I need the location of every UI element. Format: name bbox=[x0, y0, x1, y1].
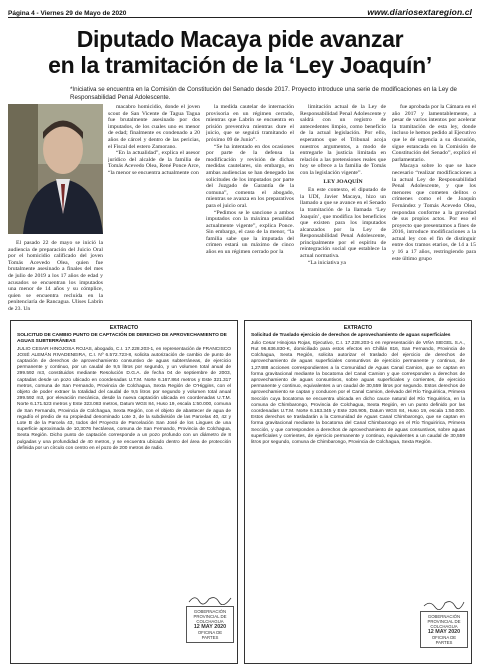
office-stamp bbox=[186, 606, 234, 643]
article-column-3 bbox=[206, 104, 294, 316]
paragraph: Macaya sobre lo que se hace necesario “realizar modificaciones a la actual Ley de Responsabilidad Penal Adolescente, y que los menores que cometen delitos o crímenes como el de Joaquín Fernández y Tomás Acevedo Olea, respondan conforme a la gravedad de sus propios actos. Por eso el proyecto que presentamos a fines de 2016, introduce modificaciones a la actual ley con el fin de distinguir entre dos tramos etarios, de 14 a 15 y 16 a 17 años, restringiendo para este último grupo bbox=[392, 163, 476, 262]
notice-body: JULIO CESAR HINOJOSA ROJAS, abogado, C.I. 17.228.203-1, en representación de FRANCISCO JOSÉ ALEMÁN RIVADENEIRA, C.I. Nº 6.572.723-8, solicita autorización de cambio de punto de captación de derechos de aprovechamiento consuntivo de aguas subterráneas, de ejercicio permanente y continuo, por un caudal de 9,5 litros por segundo, y un volumen total anual de 299.592 m3, constituidos mediante Resolución D.G.A. de fecha 04 de septiembre de 2003, captadas desde un pozo ubicado en coordenadas U.T.M. Norte 6.167.864 metros y Este 321.317 metros, comuna de San Fernando, Provincia de Colchagua, Sexta Región de O'Higgins, con el objeto de poder extraer la totalidad del caudal de 9,5 litros por segundo y volumen total anual 299.592 m3, por elevación mecánica, desde la nueva captación ubicada en coordenadas U.T.M. Norte 6.171.523 metros y Este 323.083 metros, Datum WGS 84, Huso 19, escala 1:50.000, comuna de San Fernando, Provincia de Colchagua, Sexta Región, con el objeto de abastecer de agua de regadío el predio de su propiedad denominado Lote 3, de la subdivisión de las Parcelas 40, 42 y Lote B de la Parcela 43, todos del Proyecto de Parcelación San José de los Lingues de una superficie aproximada de 10,3076 hectáreas, comuna de San Fernando, Provincia de Colchagua, Sexta Región. Dicho punto de captación corresponde a un pozo profundo con un diámetro de 8 pulgadas y una profundidad de 40 metros, y se encuentra ubicado dentro del área de protección definida por un círculo con centro en el pozo de 200 metros de radio. bbox=[17, 346, 231, 451]
stamp-dept: OFICINA DE PARTES bbox=[197, 629, 223, 641]
article-column-1 bbox=[8, 240, 103, 320]
paragraph: limitación actual de la Ley de Responsabilidad Penal Adolescente y saldrá con un registro de antecedentes limpio, como beneficio de la actual legislación. Por ello, esperamos que el Tribunal acoja nuestros argumentos, a modo de entregarle la justicia limitada en relación a las pretensiones reales que hoy se ofrece a la familia de Tomás con la legislación vigente”. bbox=[300, 104, 386, 176]
notice-title: Solicitud de Traslado ejercicio de derechos de aprovechamiento de aguas superficiales bbox=[251, 333, 451, 338]
paragraph: fue aprobada por la Cámara en el año 2017 y lamentablemente, a pesar de varios intentos por acelerar la tramitación de esta ley, donde incluso le hemos pedido al Ejecutivo que le dé urgencia a su discusión, sigue estancada en la Comisión de Constitución del Senado”, explicó el parlamentario. bbox=[392, 104, 476, 163]
stamp-office: GOBERNACIÓN PROVINCIAL DE COLCHAGUA bbox=[427, 614, 461, 630]
signature-icon bbox=[421, 598, 467, 610]
paragraph: En este contexto, el diputado de la UDI, Javier Macaya, hizo un llamado a que se avance en el Senado la tramitación de la llamada ‘Ley Joaquín’, que modifica los beneficios que existen para los imputados alcanzados por la Ley de Responsabilidad Penal Adolescente, principalmente por el espíritu de reintegración social que establece la actual normativa. bbox=[300, 187, 386, 260]
website-url[interactable]: www.diariosextaregion.cl bbox=[367, 7, 472, 17]
office-stamp bbox=[420, 611, 468, 648]
headline bbox=[8, 26, 472, 78]
paragraph: “Se ha intentado en dos ocasiones por parte de la defensa la modificación y revisión de dichas medidas cautelares, sin embargo, en ambas audiencias se han denegado las solicitudes de los imputados por parte del Juzgado de Garantía de la comuna”, comenta el abogado, mientras se avanza en los preparativos para el juicio oral. bbox=[206, 143, 294, 209]
page-info: Página 4 - Viernes 29 de Mayo de 2020 bbox=[8, 10, 127, 17]
paragraph: “Pedimos se le sancione a ambos imputados con la máxima penalidad actualmente vigente”, explica Ponce. Sin embargo, el caso de la menor, “la familia sabe que la imputada del crimen estará un máximo de cinco años en un régimen cerrado por la bbox=[206, 209, 294, 256]
notice-body: Julio Cesar Hinojosa Rojas, Ejecutivo, C.I. 17.228.203-1 en representación de VIÑA SIEGEL S.A., Rut 96.636.830-K, domiciliado para estos efectos en Chillán 816, San Fernando, Provincia de Colchagua, Sexta Región, solicita autorizar el traslado del ejercicio de derechos de aprovechamiento de aguas superficiales consuntivos de ejercicio permanente y continuo, de 1,27488 acciones correspondientes a la Comunidad de Aguas Canal Camion, que se captan en forma gravitacional mediante la bocatoma del Canal Camion y que corresponden a derechos de aprovechamiento de aguas consuntivos, sobre aguas superficiales y corrientes, de ejercicio permanente y continuo, equivalentes a un caudal de 30,559 litros por segundo. Estos derechos de aprovechamiento se captan y conducen por el Canal Camion, derivado del Río Tinguiririca, Primera Sección cuya bocatoma se encuentra ubicada en dicho cauce natural del Río Tinguiririca, en la comuna de Chimbarongo, Provincia de Colchagua, Sexta Región, en un punto definido por las coordenadas U.T.M. Norte 6.163.345 y Este 326.905, Datum WGS 84, Huso 19, escala 1:50.000. Estos derechos se trasladarán a la Comunidad de Aguas Canal Chimbarongo, que se captan en forma gravitacional mediante la bocatoma del Canal Chimbarongo en el Río Tinguiririca, Primera Sección, y que corresponden a derechos de aprovechamiento de aguas consuntivos, sobre aguas superficiales y corrientes, de ejercicio permanente y continuo, equivalentes a un caudal de 30,559 litros por segundo, comuna de Chimbarongo, Provincia de Colchagua, Sexta Región. bbox=[251, 340, 465, 446]
portrait-photo bbox=[8, 104, 103, 234]
paragraph: la medida cautelar de internación provisoria en un régimen cerrado, mientras que Labrín se encuentra en prisión preventiva mientras dure el juicio, que se seguirá tramitando el próximo 09 de Junio”. bbox=[206, 104, 294, 143]
page-header bbox=[8, 4, 472, 18]
signature-icon bbox=[187, 593, 233, 605]
stamp-date: 12 MAY 2020 bbox=[193, 623, 227, 630]
notice-label: EXTRACTO bbox=[343, 325, 373, 331]
stamp-dept: OFICINA DE PARTES bbox=[431, 634, 457, 646]
notice-title: SOLICITUD DE CAMBIO PUNTO DE CAPTACIÓN DE DERECHO DE APROVECHAMIENTO DE AGUAS SUBTERRÁNEAS bbox=[17, 333, 227, 344]
section-subtitle: LEY JOAQUÍN bbox=[323, 178, 363, 185]
notice-label: EXTRACTO bbox=[109, 325, 139, 331]
headline-line-2: en la tramitación de la ‘Ley Joaquín’ bbox=[48, 52, 432, 78]
paragraph: macabro homicidio, donde el joven scout de San Vicente de Tagua Tagua fue brutalmente asesinado por dos imputados, de los cuales uno es menor de edad; finalmente es condenado a 20 años de cárcel y dentro de las pericias, el Fiscal del estero Zamorano. bbox=[108, 104, 200, 150]
stamp-office: GOBERNACIÓN PROVINCIAL DE COLCHAGUA bbox=[193, 609, 227, 625]
article-column-4 bbox=[300, 104, 386, 316]
paragraph: “La iniciativa ya bbox=[308, 259, 346, 266]
article-column-2 bbox=[108, 104, 200, 316]
paragraph: “En la actualidad”, explica el asesor jurídico del alcalde de la familia de Tomás Acevedo Olea, René Ponce Arce, “la menor se encuentra actualmente con bbox=[108, 150, 200, 176]
legal-notice-1 bbox=[10, 320, 238, 664]
subhead: *Iniciativa se encuentra en la Comisión de Constitución del Senado desde 2017. Proyecto introduce una serie de modificaciones en la Ley de Responsabilidad Penal Adolescente. bbox=[70, 86, 457, 101]
stamp-date: 12 MAY 2020 bbox=[427, 628, 461, 635]
legal-notice-2 bbox=[244, 320, 472, 664]
portrait-image bbox=[8, 104, 103, 234]
headline-line-1: Diputado Macaya pide avanzar bbox=[76, 26, 404, 52]
paragraph: El pasado 22 de mayo se inició la audiencia de preparación del Juicio Oral por el homicidio calificado del joven Tomás Acevedo Olea, quien fue brutalmente asesinado a finales del mes de julio de 2019 a los 17 años de edad y acusados se encuentran los imputados una menor de 14 años y su cómplice, quien se encuentra recluida en la penitenciaría de Rancagua. Ulises Labrín de 23. Un bbox=[8, 240, 103, 312]
article-column-5 bbox=[392, 104, 476, 316]
